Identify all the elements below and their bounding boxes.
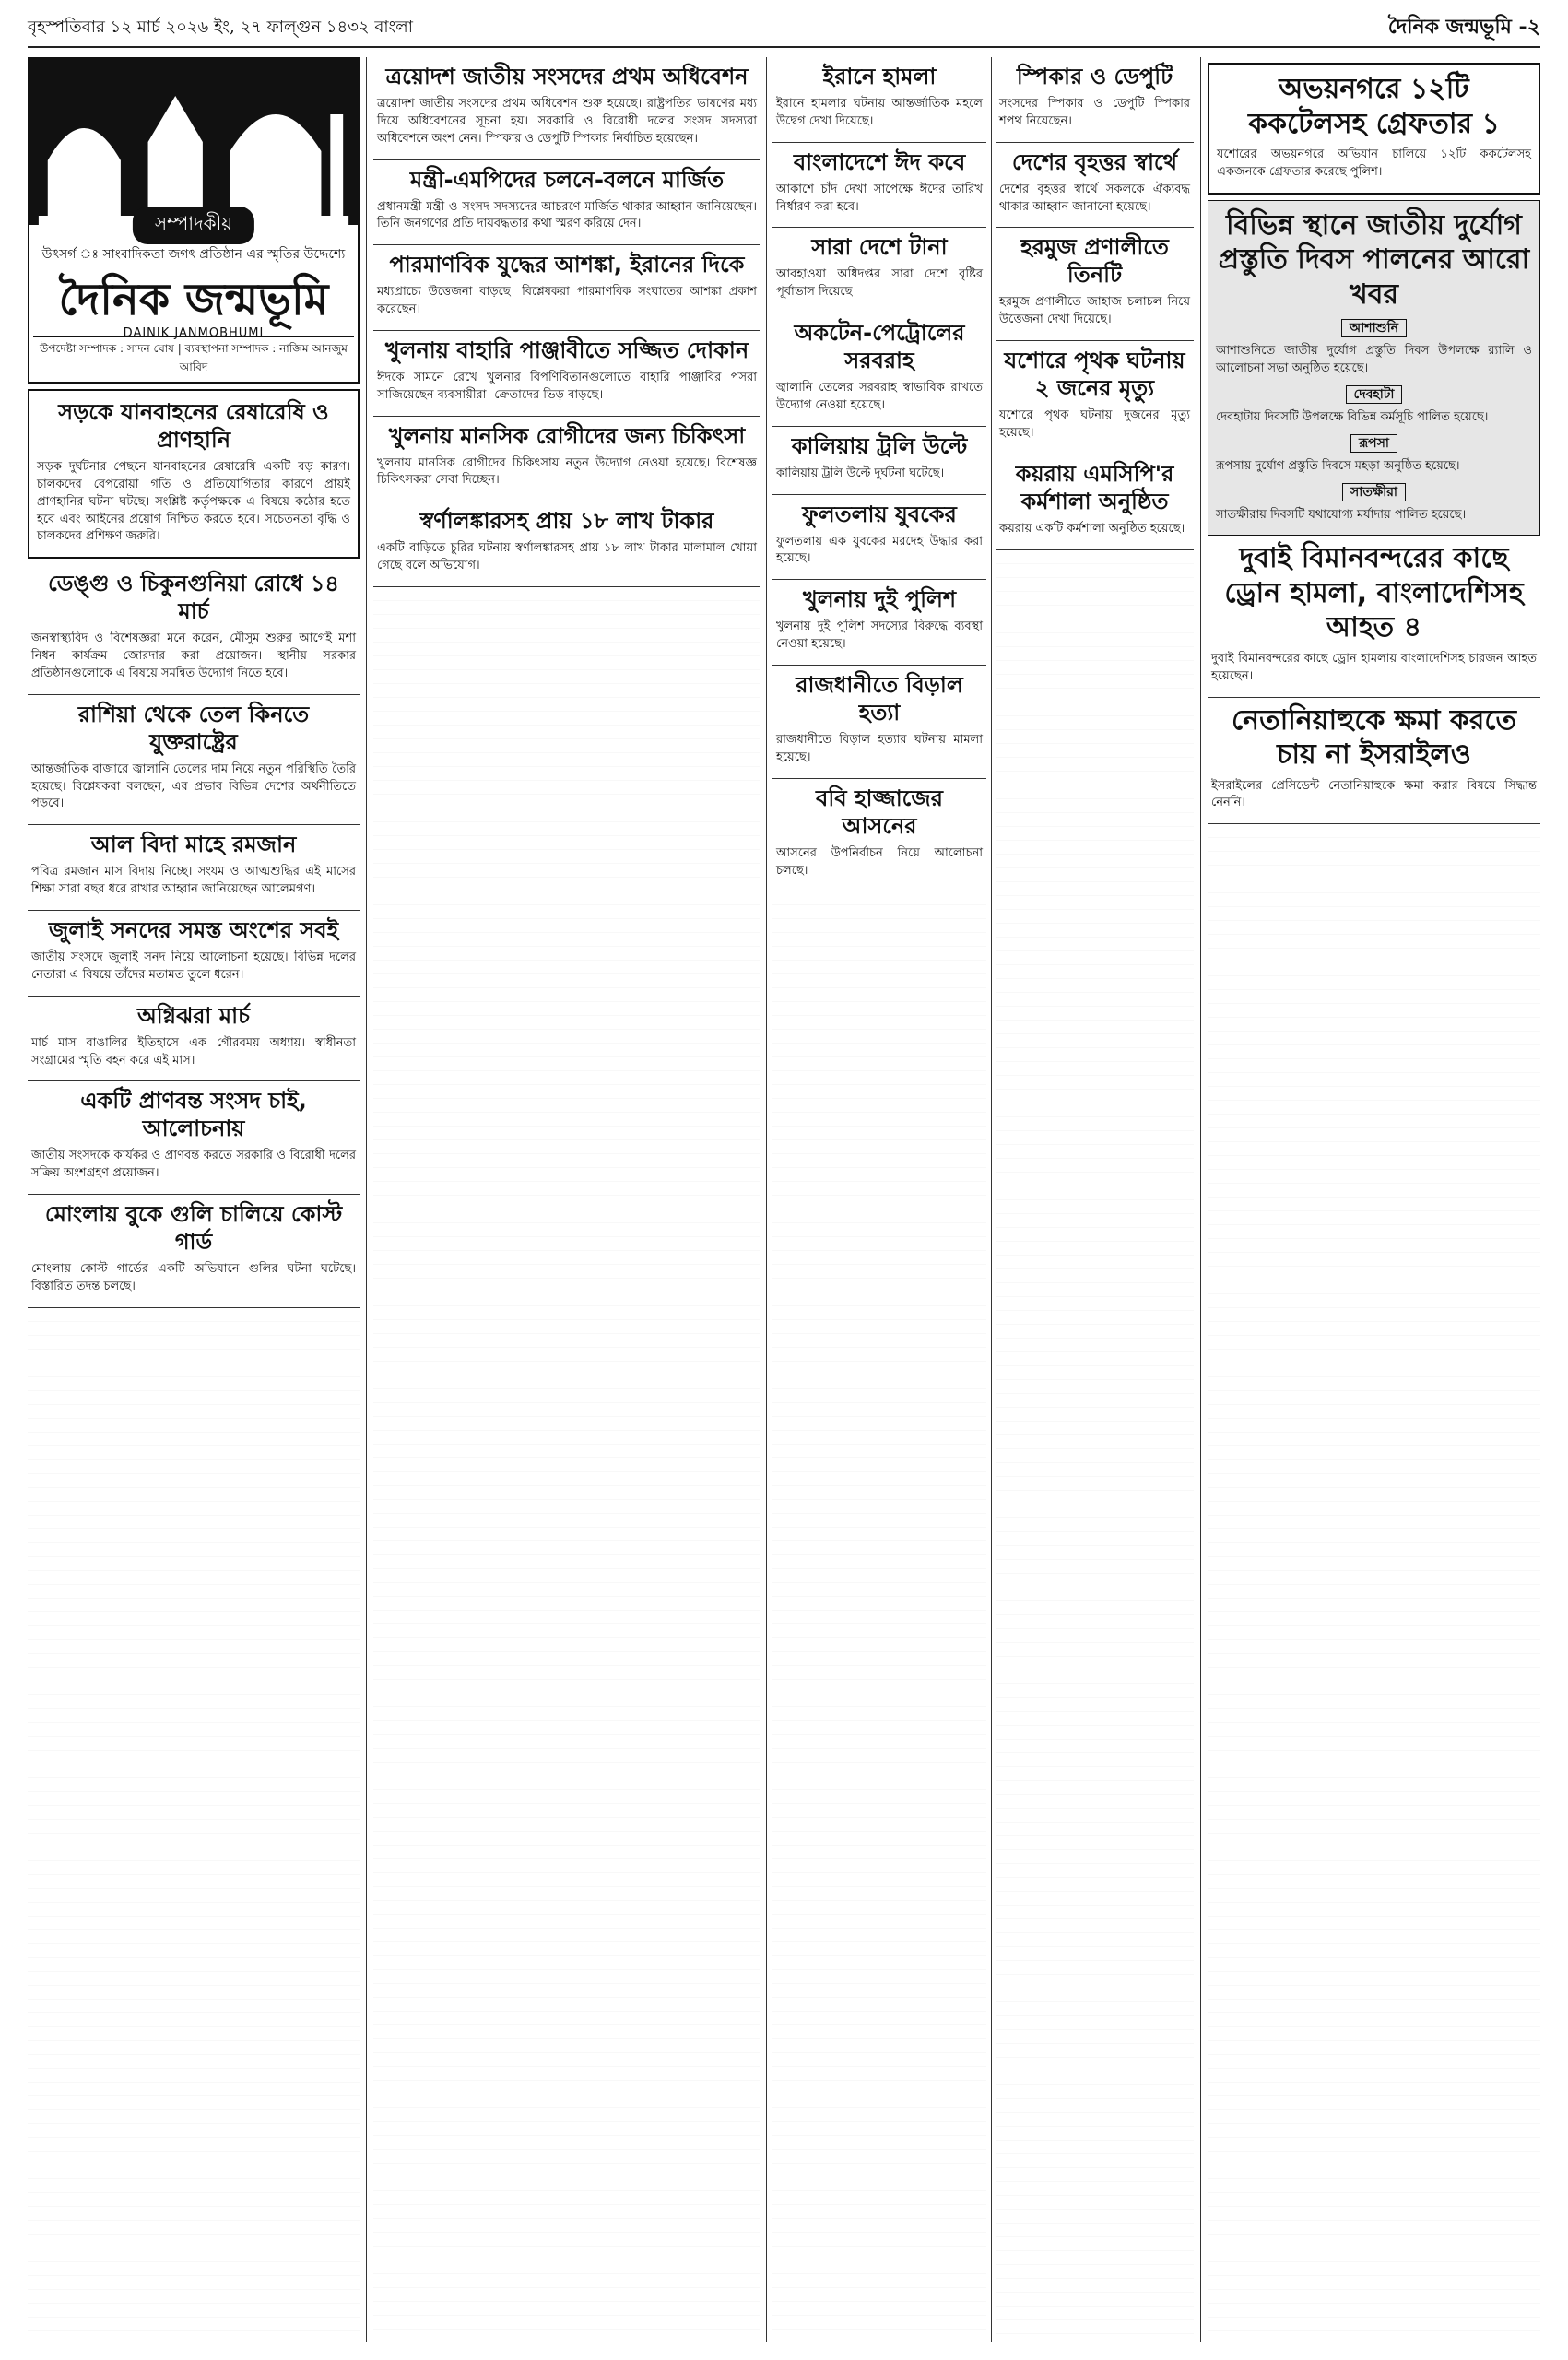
newspaper-page: [28, 57, 1540, 2342]
article-body: ইরানে হামলার ঘটনায় আন্তর্জাতিক মহলে উদ্বেগ দেখা দিয়েছে।: [776, 97, 983, 128]
article-body: হরমুজ প্রণালীতে জাহাজ চলাচল নিয়ে উত্তেজনা দেখা দিয়েছে।: [999, 295, 1190, 327]
article-headline: যশোরে পৃথক ঘটনায় ২ জনের মৃত্যু: [1004, 348, 1185, 402]
article-body: ঈদকে সামনে রেখে খুলনার বিপণিবিতানগুলোতে বাহারি পাঞ্জাবির পসরা সাজিয়েছেন ব্যবসায়ীরা। ক্রেতাদের ভিড় বাড়ছে।: [377, 370, 757, 402]
article: [996, 454, 1194, 550]
article-body: আসনের উপনির্বাচন নিয়ে আলোচনা চলছে।: [776, 845, 983, 878]
article-headline: সারা দেশে টানা: [811, 234, 948, 261]
article-body: কালিয়ায় ট্রলি উল্টে দুর্ঘটনা ঘটেছে।: [776, 466, 945, 480]
newspaper-name: দৈনিক জন্মভূমি: [58, 274, 329, 325]
column-filler-text-lines: [996, 550, 1194, 2342]
column-filler-text-lines: [373, 587, 760, 2342]
column-filler-text-lines: [28, 1308, 360, 2342]
sub-article-body: রূপসায় দুর্যোগ প্রস্তুতি দিবসে মহড়া অনুষ্ঠিত হয়েছে।: [1216, 458, 1460, 473]
article-body: দুবাই বিমানবন্দরের কাছে ড্রোন হামলায় বাংলাদেশিসহ চারজন আহত হয়েছেন।: [1211, 651, 1537, 683]
article-headline: রাজধানীতে বিড়াল হত্যা: [796, 671, 963, 726]
article-headline: একটি প্রাণবন্ত সংসদ চাই, আলোচনায়: [80, 1088, 307, 1142]
article-body: পবিত্র রমজান মাস বিদায় নিচ্ছে। সংযম ও আত্মশুদ্ধির এই মাসের শিক্ষা সারা বছর ধরে রাখার আহ্বান জানিয়েছেন আলেমগণ।: [31, 865, 356, 897]
article-headline: অগ্নিঝরা মার্চ: [137, 1002, 250, 1029]
column-2: [373, 57, 760, 2342]
article-headline: ডেঙ্গু ও চিকুনগুনিয়া রোধে ১৪ মার্চ: [47, 571, 340, 625]
article-body: জাতীয় সংসদে জুলাই সনদ নিয়ে আলোচনা হয়েছে। বিভিন্ন দলের নেতারা এ বিষয়ে তাঁদের মতামত তুলে ধরেন।: [31, 950, 356, 982]
sub-location-text: দেবহাটা: [1346, 385, 1403, 404]
article: [28, 389, 360, 559]
sub-location-text: আশাশুনি: [1341, 319, 1407, 337]
article: [373, 502, 760, 587]
article-body: যশোরে পৃথক ঘটনায় দুজনের মৃত্যু হয়েছে।: [999, 408, 1190, 440]
column-3: [772, 57, 986, 2342]
article: [1208, 536, 1540, 697]
sub-article-body: দেবহাটায় দিবসটি উপলক্ষে বিভিন্ন কর্মসূচি পালিত হয়েছে।: [1216, 409, 1489, 424]
article: [1208, 63, 1540, 195]
article-body: একটি বাড়িতে চুরির ঘটনায় স্বর্ণালঙ্কারসহ প্রায় ১৮ লাখ টাকার মালামাল খোয়া গেছে বলে অভিযোগ।: [377, 541, 757, 573]
article-body: প্রধানমন্ত্রী মন্ত্রী ও সংসদ সদস্যদের আচরণে মার্জিত থাকার আহ্বান জানিয়েছেন। তিনি জনগণের প্রতি দায়বদ্ধতার কথা স্মরণ করিয়ে দেন।: [377, 199, 757, 231]
article: [28, 911, 360, 997]
article-body: ত্রয়োদশ জাতীয় সংসদের প্রথম অধিবেশন শুরু হয়েছে। রাষ্ট্রপতির ভাষণের মধ্য দিয়ে অধিবেশনের সূচনা হয়। সরকারি ও বিরোধী দলের সংসদ সদস্যরা অধিবেশনে অংশ নেন। স্পিকার ও ডেপুটি স্পিকার নির্বাচিত হয়েছেন।: [377, 97, 757, 146]
article-headline: স্পিকার ও ডেপুটি: [1016, 64, 1173, 89]
article-headline: স্বর্ণালঙ্কারসহ প্রায় ১৮ লাখ টাকার: [419, 508, 714, 535]
mosque-temple-illustration: [29, 59, 358, 225]
column-4: [996, 57, 1194, 2342]
article-headline: বাংলাদেশে ঈদ কবে: [793, 148, 966, 175]
article: [772, 427, 986, 495]
article-body: মার্চ মাস বাঙালির ইতিহাসে এক গৌরবময় অধ্যায়। স্বাধীনতা সংগ্রামের স্মৃতি বহন করে এই মাস।: [31, 1035, 356, 1068]
sub-article-body: আশাশুনিতে জাতীয় দুর্যোগ প্রস্তুতি দিবস উপলক্ষে র‍্যালি ও আলোচনা সভা অনুষ্ঠিত হয়েছে।: [1216, 344, 1532, 376]
article-headline: রাশিয়া থেকে তেল কিনতে যুক্তরাষ্ট্রের: [77, 701, 310, 755]
article-body: দেশের বৃহত্তর স্বার্থে সকলকে ঐক্যবদ্ধ থাকার আহ্বান জানানো হয়েছে।: [999, 182, 1190, 214]
article-body: ফুলতলায় এক যুবকের মরদেহ উদ্ধার করা হয়েছে।: [776, 534, 983, 566]
article: [28, 997, 360, 1082]
article: [373, 417, 760, 502]
article: [996, 143, 1194, 229]
article: [28, 825, 360, 911]
article-body: সংসদের স্পিকার ও ডেপুটি স্পিকার শপথ নিয়েছেন।: [999, 97, 1190, 128]
article: [772, 666, 986, 779]
article: [996, 228, 1194, 341]
article-body: যশোরের অভয়নগরে অভিযান চালিয়ে ১২টি ককটেলসহ একজনকে গ্রেফতার করেছে পুলিশ।: [1217, 148, 1531, 179]
article-headline: সড়কে যানবাহনের রেষারেষি ও প্রাণহানি: [58, 399, 329, 453]
sub-location-label: [1216, 384, 1532, 406]
article-body: জাতীয় সংসদকে কার্যকর ও প্রাণবন্ত করতে সরকারি ও বিরোধী দলের সক্রিয় অংশগ্রহণ প্রয়োজন।: [31, 1149, 356, 1181]
article: [1208, 200, 1540, 537]
newspaper-latin-name: DAINIK JANMOBHUMI: [123, 326, 265, 340]
article-body: সড়ক দুর্ঘটনার পেছনে যানবাহনের রেষারেষি একটি বড় কারণ। চালকদের বেপরোয়া গতি ও প্রতিযোগিতার কারণে প্রায়ই প্রাণহানির ঘটনা ঘটছে। সংশ্লিষ্ট কর্তৃপক্ষকে এ বিষয়ে কঠোর হতে হবে এবং আইনের প্রয়োগ নিশ্চিত করতে হবে। সচেতনতা বৃদ্ধি ও চালকদের প্রশিক্ষণ জরুরি।: [37, 460, 350, 544]
article-headline: জুলাই সনদের সমস্ত অংশের সবই: [48, 916, 339, 943]
article-headline: হরমুজ প্রণালীতে তিনটি: [1020, 234, 1169, 289]
article: [772, 143, 986, 229]
article-headline: মন্ত্রী-এমপিদের চলনে-বলনে মার্জিত: [409, 166, 725, 193]
article: [772, 313, 986, 427]
article: [772, 57, 986, 143]
article-headline: ইরানে হামলা: [822, 64, 937, 89]
article: [373, 160, 760, 246]
article-body: খুলনায় মানসিক রোগীদের চিকিৎসায় নতুন উদ্যোগ নেওয়া হয়েছে। বিশেষজ্ঞ চিকিৎসকরা সেবা দিচ্ছেন।: [377, 455, 757, 488]
article-body: কয়রায় একটি কর্মশালা অনুষ্ঠিত হয়েছে।: [999, 521, 1185, 536]
article: [996, 57, 1194, 143]
brand-page: দৈনিক জন্মভূমি -২: [1387, 14, 1540, 39]
article-headline: খুলনায় বাহারি পাঞ্জাবীতে সজ্জিত দোকান: [384, 336, 749, 363]
editorial-masthead: [28, 57, 360, 384]
article: [28, 564, 360, 695]
article: [996, 341, 1194, 454]
article-body: রাজধানীতে বিড়াল হত্যার ঘটনায় মামলা হয়েছে।: [776, 732, 983, 764]
article-headline: আল বিদা মাহে রমজান: [90, 832, 297, 858]
article-body: জ্বালানি তেলের সরবরাহ স্বাভাবিক রাখতে উদ্যোগ নেওয়া হয়েছে।: [776, 381, 983, 412]
article-headline: দুবাই বিমানবন্দরের কাছে ড্রোন হামলা, বাংলাদেশিসহ আহত ৪: [1224, 542, 1524, 644]
article-body: জনস্বাস্থ্যবিদ ও বিশেষজ্ঞরা মনে করেন, মৌসুম শুরুর আগেই মশা নিধন কার্যক্রম জোরদার করা প্রয়োজন। স্থানীয় সরকার প্রতিষ্ঠানগুলোকে এ বিষয়ে সমন্বিত উদ্যোগ নিতে হবে।: [31, 631, 356, 680]
sub-location-label: [1216, 432, 1532, 454]
column-filler-text-lines: [1208, 824, 1540, 2342]
article-body: আন্তর্জাতিক বাজারে জ্বালানি তেলের দাম নিয়ে নতুন পরিস্থিতি তৈরি হয়েছে। বিশ্লেষকরা বলছেন, এর প্রভাব বিভিন্ন দেশের অর্থনীতিতে পড়বে।: [31, 761, 356, 811]
article: [772, 779, 986, 892]
article: [772, 228, 986, 313]
sub-location-text: সাতক্ষীরা: [1342, 483, 1406, 502]
column-5: [1208, 57, 1540, 2342]
article-body: মোংলায় কোস্ট গার্ডের একটি অভিযানে গুলির ঘটনা ঘটেছে। বিস্তারিত তদন্ত চলছে।: [31, 1262, 356, 1293]
article-headline: ববি হাজ্জাজের আসনের: [816, 785, 943, 839]
sub-location-label: [1216, 481, 1532, 503]
article: [373, 331, 760, 417]
article-headline: ফুলতলায় যুবকের: [802, 501, 957, 527]
article-headline: ত্রয়োদশ জাতীয় সংসদের প্রথম অধিবেশন: [385, 64, 749, 89]
article-headline: বিভিন্ন স্থানে জাতীয় দুর্যোগ প্রস্তুতি দিবস পালনের আরো খবর: [1218, 208, 1530, 311]
section-label: সম্পাদকীয়: [133, 206, 254, 244]
column-filler-text-lines: [772, 891, 986, 2342]
editors-line: উপদেষ্টা সম্পাদক : সাদন ঘোষ | ব্যবস্থাপনা সম্পাদক : নাজিম আনজুম আবিদ: [33, 336, 354, 378]
article-headline: কালিয়ায় ট্রলি উল্টে: [791, 432, 968, 459]
tagline: উৎসর্গ ঃ সাংবাদিকতা জগৎ প্রতিষ্ঠান এর স্মৃতির উদ্দেশ্যে: [41, 247, 346, 262]
article-body: ইসরাইলের প্রেসিডেন্ট নেতানিয়াহুকে ক্ষমা করার বিষয়ে সিদ্ধান্ত নেননি।: [1211, 778, 1537, 810]
article: [1208, 698, 1540, 825]
article-headline: অভয়নগরে ১২টি ককটেলসহ গ্রেফতার ১: [1248, 73, 1500, 140]
article-body: আবহাওয়া অধিদপ্তর সারা দেশে বৃষ্টির পূর্বাভাস দিয়েছে।: [776, 267, 983, 300]
article-headline: খুলনায় দুই পুলিশ: [802, 586, 957, 613]
article-headline: দেশের বৃহত্তর স্বার্থে: [1011, 148, 1178, 175]
article: [28, 1195, 360, 1308]
sub-location-text: রূপসা: [1350, 434, 1397, 453]
article: [373, 245, 760, 331]
column-1: [28, 57, 360, 2342]
article-headline: নেতানিয়াহুকে ক্ষমা করতে চায় না ইসরাইলও: [1232, 703, 1516, 772]
page-header: [28, 9, 1540, 48]
article-headline: কয়রায় এমসিপি'র কর্মশালা অনুষ্ঠিত: [1015, 460, 1174, 514]
article-headline: অকটেন-পেট্রোলের সরবরাহ: [794, 320, 965, 374]
article: [772, 580, 986, 666]
article: [373, 57, 760, 160]
article-headline: মোংলায় বুকে গুলি চালিয়ে কোস্ট গার্ড: [44, 1201, 343, 1256]
article-body: মধ্যপ্রাচ্যে উত্তেজনা বাড়ছে। বিশ্লেষকরা পারমাণবিক সংঘাতের আশঙ্কা প্রকাশ করেছেন।: [377, 285, 757, 317]
article-headline: খুলনায় মানসিক রোগীদের জন্য চিকিৎসা: [388, 422, 746, 449]
sub-article-body: সাতক্ষীরায় দিবসটি যথাযোগ্য মর্যাদায় পালিত হয়েছে।: [1216, 507, 1467, 522]
article-body: খুলনায় দুই পুলিশ সদস্যের বিরুদ্ধে ব্যবস্থা নেওয়া হয়েছে।: [776, 620, 983, 652]
article: [28, 695, 360, 826]
date-line: বৃহস্পতিবার ১২ মার্চ ২০২৬ ইং, ২৭ ফাল্গুন ১৪৩২ বাংলা: [28, 17, 413, 37]
article-headline: পারমাণবিক যুদ্ধের আশঙ্কা, ইরানের দিকে: [389, 252, 745, 278]
article-body: আকাশে চাঁদ দেখা সাপেক্ষে ঈদের তারিখ নির্ধারণ করা হবে।: [776, 182, 983, 214]
article: [28, 1081, 360, 1195]
sub-location-label: [1216, 317, 1532, 339]
article: [772, 495, 986, 581]
